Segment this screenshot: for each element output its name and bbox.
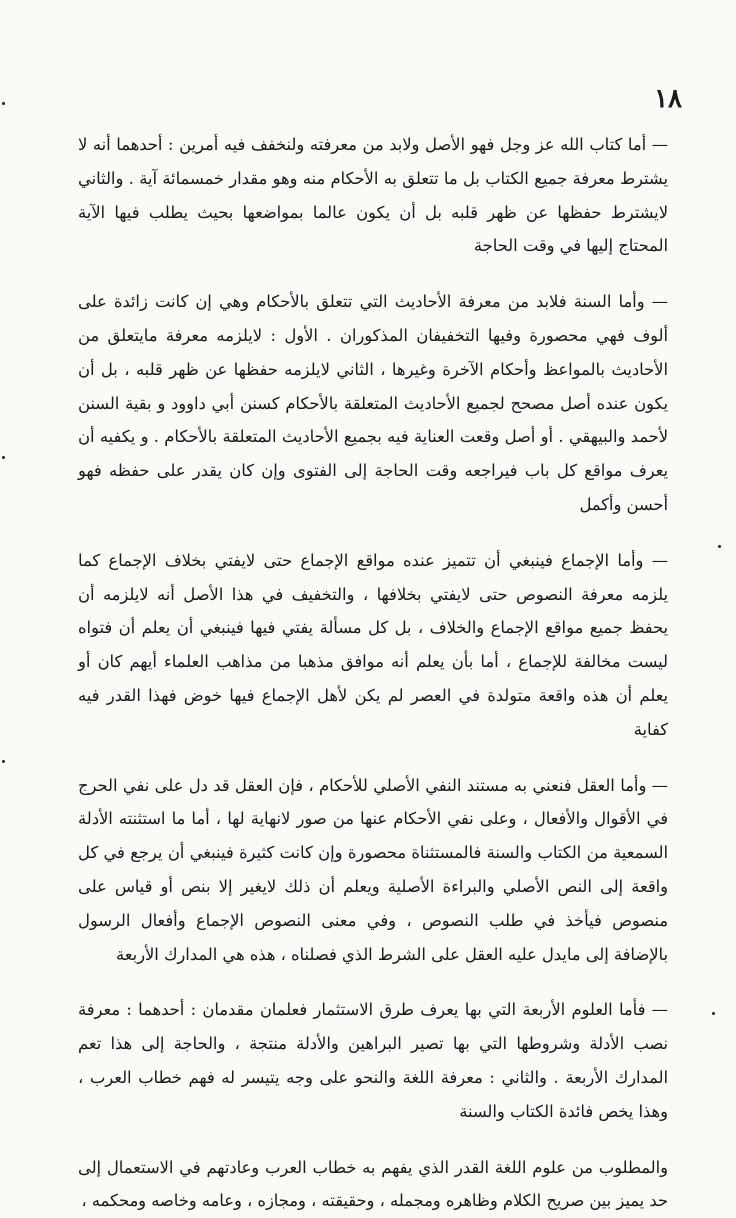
scan-mark (712, 1012, 715, 1015)
scan-mark (2, 456, 5, 459)
paragraph-quran: — أما كتاب الله عز وجل فهو الأصل ولابد من معرفته ولنخفف فيه أمرين : أحدهما أنه لا يشترط معرفة جميع الكتاب بل ما تتعلق به الأحكام منه وهو مقدار خمسمائة آية . والثاني لايشترط حفظها عن ظهر قلبه بل أن يكون عالما بمواضعها بحيث يطلب فيها الآية المحتاج إليها في وقت الحاجة (78, 135, 668, 256)
scan-mark (2, 760, 5, 763)
scan-mark (718, 545, 721, 548)
scan-mark (2, 102, 5, 105)
paragraph-four-sciences: — فأما العلوم الأربعة التي بها يعرف طرق الاستثمار فعلمان مقدمان : أحدهما : معرفة نصب الأدلة وشروطها التي بها تصير البراهين والأدلة منتجة ، والحاجة إلى هذا تعم المدارك الأربعة . والثاني : معرفة اللغة والنحو على وجه يتيسر له فهم خطاب العرب ، وهذا يخص فائدة الكتاب والسنة (78, 1000, 668, 1121)
paragraph-aql: — وأما العقل فنعني به مستند النفي الأصلي للأحكام ، فإن العقل قد دل على نفي الحرج في الأقوال والأفعال ، وعلى نفي الأحكام عنها من صور لانهاية لها ، أما ما استثنته الأدلة السمعية من الكتاب والسنة فالمستثناة محصورة وإن كانت كثيرة فينبغي أن يرجع في كل واقعة إلى النص الأصلي والبراءة الأصلية ويعلم أن ذلك لايغير إلا بنص أو قياس على منصوص فيأخذ في طلب النصوص ، وفي معنى النصوص الإجماع وأفعال الرسول بالإضافة إلى مايدل عليه العقل على الشرط الذي فصلناه ، هذه هي المدارك الأربعة (78, 775, 668, 964)
page-number: ١٨ (654, 84, 682, 114)
paragraph-language: والمطلوب من علوم اللغة القدر الذي يفهم به خطاب العرب وعادتهم في الاستعمال إلى حد يميز بين صريح الكلام وظاهره ومجمله ، وحقيقته ، ومجازه ، وعامه وخاصه ومحكمه ، (78, 1157, 668, 1211)
body-text (78, 128, 668, 1218)
paragraph-ijma: — وأما الإجماع فينبغي أن تتميز عنده مواقع الإجماع حتى لايفتي بخلاف الإجماع كما يلزمه معرفة النصوص حتى لايفتي بخلافها ، والتخفيف في هذا الأصل أنه لايلزمه أن يحفظ جميع مواقع الإجماع والخلاف ، بل كل مسألة يفتي فيها فينبغي أن يعلم أن فتواه ليست مخالفة للإجماع ، أما بأن يعلم أنه موافق مذهبا من مذاهب العلماء أيهم كان أو يعلم أن هذه واقعة متولدة في العصر لم يكن لأهل الإجماع فيها خوض فهذا القدر فيه كفاية (78, 550, 668, 739)
paragraph-sunnah: — وأما السنة فلابد من معرفة الأحاديث التي تتعلق بالأحكام وهي إن كانت زائدة على ألوف فهي محصورة وفيها التخفيفان المذكوران . الأول : لايلزمه معرفة مايتعلق من الأحاديث بالمواعظ وأحكام الآخرة وغيرها ، الثاني لايلزمه حفظها عن ظهر قلبه ، بل أن يكون عنده أصل مصحح لجميع الأحاديث المتعلقة بالأحكام كسنن أبي داوود و بقية السنن لأحمد والبيهقي . أو أصل وقعت العناية فيه بجميع الأحاديث المتعلقة بالأحكام . و يكفيه أن يعرف مواقع كل باب فيراجعه وقت الحاجة إلى الفتوى وإن كان يقدر على حفظه فهو أحسن وأكمل (78, 292, 668, 514)
